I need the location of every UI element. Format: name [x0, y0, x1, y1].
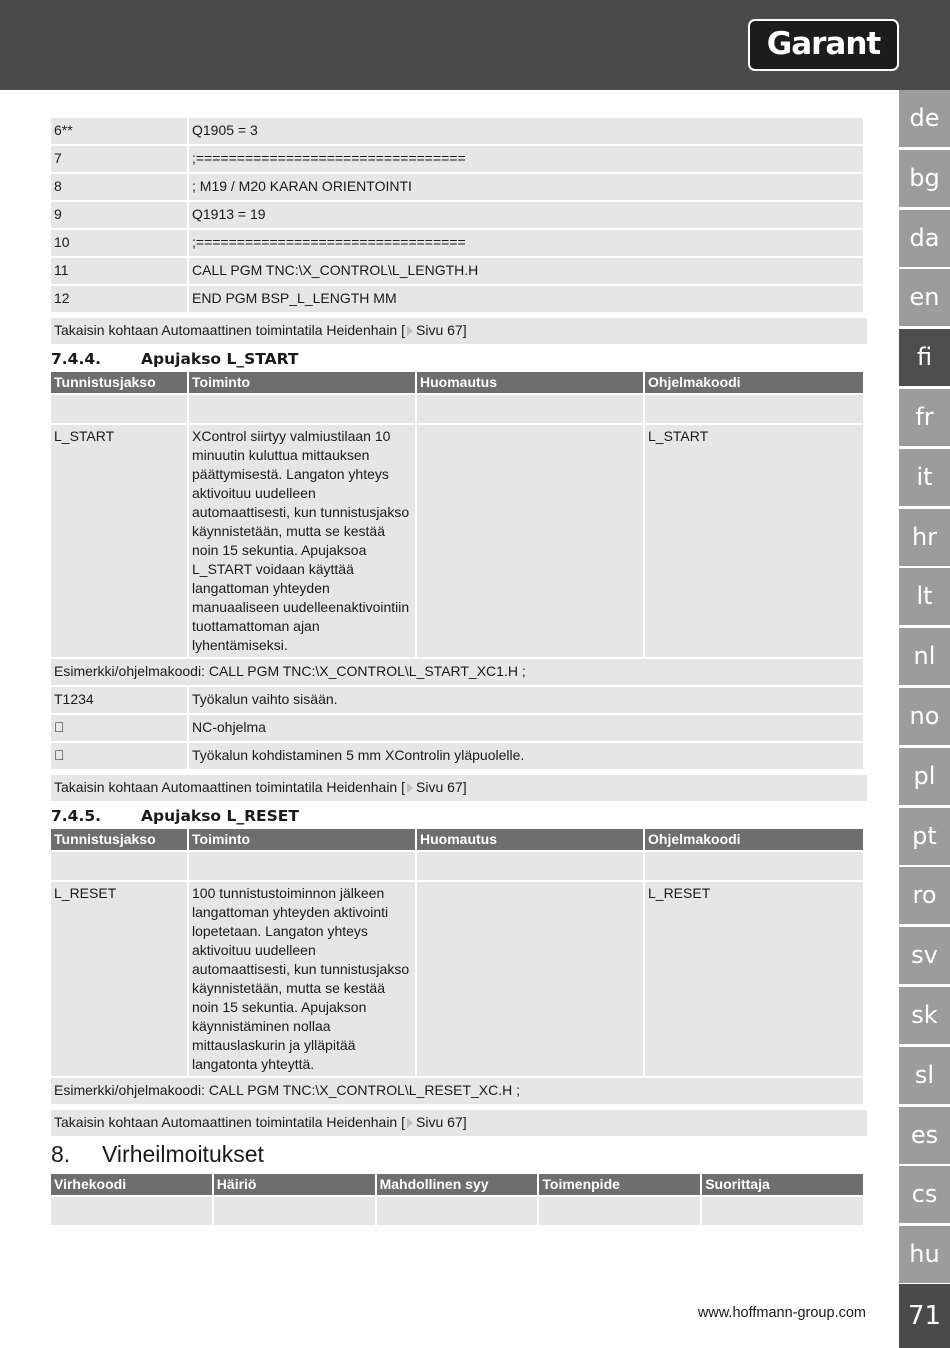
lang-tab-cs[interactable]: cs [899, 1166, 950, 1223]
lang-tab-no[interactable]: no [899, 688, 950, 745]
lang-tab-hr[interactable]: hr [899, 509, 950, 566]
table-row: 9 Q1913 = 19 [51, 202, 863, 228]
table-row [51, 852, 863, 880]
garant-logo: Garant [748, 19, 899, 71]
lang-tab-nl[interactable]: nl [899, 628, 950, 685]
lang-tab-hu[interactable]: hu [899, 1226, 950, 1283]
page-ref-arrow-icon [407, 783, 413, 793]
table-row: Esimerkki/ohjelmakoodi: CALL PGM TNC:\X_CONTROL\L_START_XC1.H ; [51, 659, 863, 685]
back-link[interactable]: Takaisin kohtaan Automaattinen toimintatila Heidenhain [ Sivu 67] [51, 1110, 867, 1136]
l-start-table [49, 370, 865, 687]
table-header-row: Virhekoodi Häiriö Mahdollinen syy Toimenpide Suorittaja [51, 1174, 863, 1195]
lang-tab-sk[interactable]: sk [899, 987, 950, 1044]
back-link[interactable]: Takaisin kohtaan Automaattinen toimintatila Heidenhain [ Sivu 67] [51, 775, 867, 801]
table-row: L_START XControl siirtyy valmiustilaan 10 minuutin kuluttua mittauksen päättymisestä. Langaton yhteys aktivoituu uudelleen automaattisesti, kun tunnistusjakso käynnistetään, mutta se kestää noin 15 sekuntia. Apujaksoa L_START voidaan käyttää langattoman yhteyden manuaaliseen uudelleenaktivointiin tuottamattoman ajan lyhentämiseksi. L_START [51, 425, 863, 657]
table-row:   Työkalun kohdistaminen 5 mm XControlin yläpuolelle. [51, 743, 863, 769]
table-row: 7 ;================================= [51, 146, 863, 172]
table-row: T1234 Työkalun vaihto sisään. [51, 687, 863, 713]
table-header-row: Tunnistusjakso Toiminto Huomautus Ohjelmakoodi [51, 372, 863, 393]
table-row: 6** Q1905 = 3 [51, 118, 863, 144]
section-heading-l-reset: 7.4.5. Apujakso L_RESET [51, 807, 299, 825]
table-row: 11 CALL PGM TNC:\X_CONTROL\L_LENGTH.H [51, 258, 863, 284]
lang-tab-pt[interactable]: pt [899, 808, 950, 865]
page-ref-arrow-icon [407, 326, 413, 336]
lang-tab-da[interactable]: da [899, 210, 950, 267]
code-listing-table [49, 116, 865, 314]
lang-tab-es[interactable]: es [899, 1107, 950, 1164]
lang-tab-pl[interactable]: pl [899, 748, 950, 805]
main-content [51, 116, 867, 1227]
page-ref-arrow-icon [407, 1118, 413, 1128]
lang-tab-it[interactable]: it [899, 449, 950, 506]
page-number: 71 [899, 1284, 950, 1348]
table-row: Esimerkki/ohjelmakoodi: CALL PGM TNC:\X_CONTROL\L_RESET_XC.H ; [51, 1078, 863, 1104]
table-row: 12 END PGM BSP_L_LENGTH MM [51, 286, 863, 312]
lang-tab-ro[interactable]: ro [899, 867, 950, 924]
error-messages-table [49, 1172, 865, 1227]
l-reset-table [49, 827, 865, 1106]
table-row: 10 ;================================= [51, 230, 863, 256]
lang-tab-bg[interactable]: bg [899, 150, 950, 207]
table-row:   NC-ohjelma [51, 715, 863, 741]
language-tabs [899, 90, 950, 1286]
footer-url[interactable]: www.hoffmann-group.com [697, 1305, 866, 1321]
page-header [0, 0, 950, 90]
chapter-heading-error-messages: 8. Virheilmoitukset [51, 1141, 264, 1167]
lang-tab-de[interactable]: de [899, 90, 950, 147]
lang-tab-fi[interactable]: fi [899, 329, 950, 386]
l-start-steps-table [49, 685, 865, 771]
back-link[interactable]: Takaisin kohtaan Automaattinen toimintatila Heidenhain [ Sivu 67] [51, 318, 867, 344]
lang-tab-fr[interactable]: fr [899, 389, 950, 446]
lang-tab-sl[interactable]: sl [899, 1047, 950, 1104]
lang-tab-lt[interactable]: lt [899, 568, 950, 625]
section-heading-l-start: 7.4.4. Apujakso L_START [51, 350, 299, 368]
lang-tab-en[interactable]: en [899, 269, 950, 326]
table-header-row: Tunnistusjakso Toiminto Huomautus Ohjelmakoodi [51, 829, 863, 850]
table-row: L_RESET 100 tunnistustoiminnon jälkeen langattoman yhteyden aktivointi lopetetaan. Langaton yhteys aktivoituu uudelleen automaattisesti, kun tunnistusjakso käynnistetään, mutta se kestää noin 15 sekuntia. Apujakson käynnistäminen nollaa mittauslaskurin ja ylläpitää langatonta yhteyttä. L_RESET [51, 882, 863, 1076]
table-row: 8 ; M19 / M20 KARAN ORIENTOINTI [51, 174, 863, 200]
lang-tab-sv[interactable]: sv [899, 927, 950, 984]
table-row [51, 1197, 863, 1225]
table-row [51, 395, 863, 423]
